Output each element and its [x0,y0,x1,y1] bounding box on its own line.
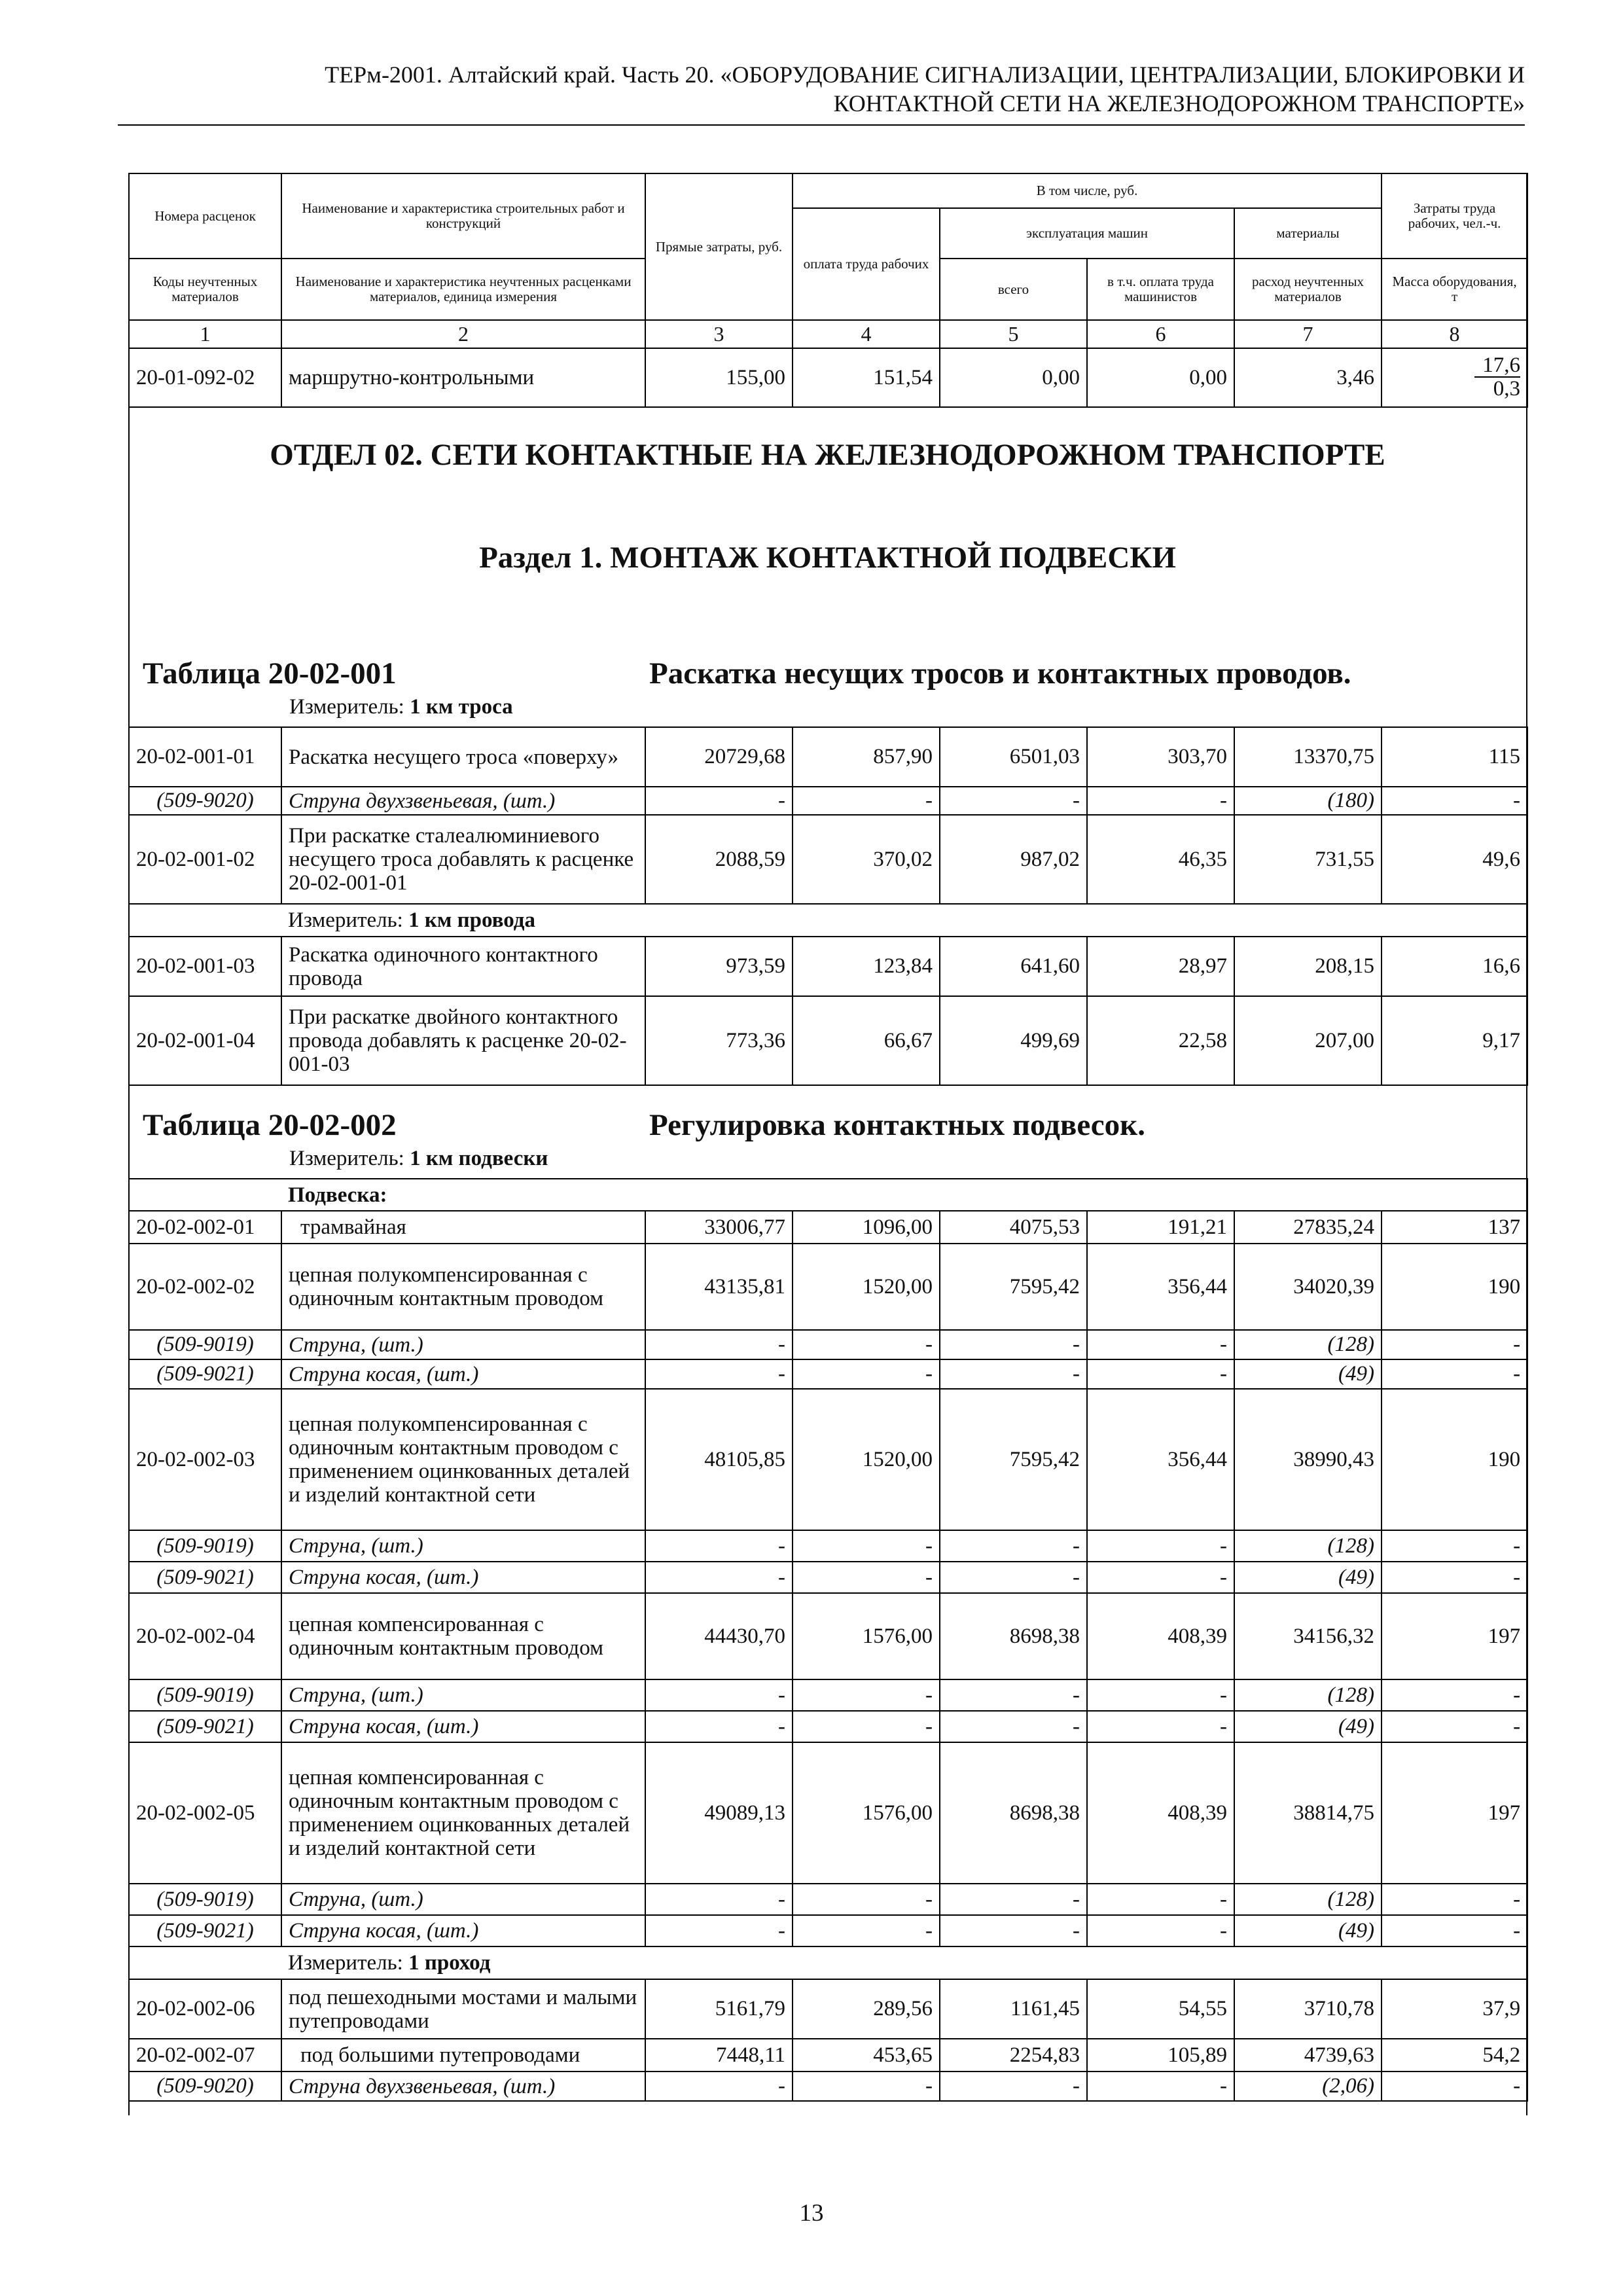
direct-costs: - [645,1330,793,1359]
direct-costs: 7448,11 [645,2039,793,2072]
table2-meter1 [289,1147,548,1171]
labor-pay: 66,67 [793,996,940,1085]
meter-unit: 1 км подвески [410,1147,548,1170]
labor-pay: - [793,1359,940,1389]
rate-name: цепная полукомпенсированная с одиночным контактным проводом с применением оцинкованных деталей и изделий контактной сети [281,1389,645,1530]
direct-costs: 33006,77 [645,1211,793,1244]
material-code: (509-9020) [129,2072,281,2101]
rate-code: 20-02-002-07 [129,2039,281,2072]
material-code: (509-9021) [129,1711,281,1742]
material-name: Струна косая, (шт.) [281,1711,645,1742]
meter-prefix: Измеритель: [288,908,403,932]
col-materials-consumption: расход неучтенных материалов [1234,259,1382,320]
direct-costs: - [645,1562,793,1593]
rate-name: При раскатке сталеалюминиевого несущего троса добавлять к расценке 20-02-001-01 [281,815,645,904]
equipment-mass: - [1382,1915,1527,1946]
meter-prefix: Измеритель: [289,1147,404,1170]
col-number: 6 [1087,320,1234,348]
material-consumption: (128) [1234,1679,1382,1711]
material-row [129,1884,1527,1915]
direct-costs: - [645,1915,793,1946]
direct-costs: - [645,1679,793,1711]
meter-prefix: Измеритель: [289,695,404,719]
material-code: (509-9021) [129,1915,281,1946]
machines-total: 0,00 [940,348,1087,407]
direct-costs: 43135,81 [645,1244,793,1330]
material-name: Струна, (шт.) [281,1679,645,1711]
rate-code: 20-01-092-02 [129,348,281,407]
col-direct-costs: Прямые затраты, руб. [645,173,793,320]
labor-pay: - [793,1711,940,1742]
materials: 208,15 [1234,937,1382,996]
table1-meter1 [289,695,513,719]
rate-name: под большими путепроводами [281,2039,645,2072]
table1-meter2 [281,904,1527,937]
machinists-pay: - [1087,1679,1234,1711]
equipment-mass: - [1382,1711,1527,1742]
equipment-mass: - [1382,1679,1527,1711]
material-consumption: (49) [1234,1562,1382,1593]
col-equipment-mass: Масса оборудования, т [1382,259,1527,320]
machinists-pay: 22,58 [1087,996,1234,1085]
machines-total: 499,69 [940,996,1087,1085]
labor-costs: 37,9 [1382,1979,1527,2039]
rate-name: цепная полукомпенсированная с одиночным контактным проводом [281,1244,645,1330]
labor-pay: 151,54 [793,348,940,407]
material-name: Струна косая, (шт.) [281,1915,645,1946]
direct-costs: 155,00 [645,348,793,407]
labor-pay: 370,02 [793,815,940,904]
meter-unit: 1 проход [408,1951,491,1975]
materials: 34020,39 [1234,1244,1382,1330]
labor-pay: 289,56 [793,1979,940,2039]
rate-name: цепная компенсированная с одиночным контактным проводом с применением оцинкованных деталей и изделий контактной сети [281,1742,645,1884]
material-row [129,1562,1527,1593]
equipment-mass: - [1382,1530,1527,1562]
direct-costs: - [645,2072,793,2101]
department-title: ОТДЕЛ 02. СЕТИ КОНТАКТНЫЕ НА ЖЕЛЕЗНОДОРОЖНОМ ТРАНСПОРТЕ [270,438,1385,472]
meter-unit: 1 км троса [410,695,513,719]
material-name: Струна косая, (шт.) [281,1562,645,1593]
material-row [129,2072,1527,2101]
materials: 13370,75 [1234,727,1382,787]
machines-total: 8698,38 [940,1593,1087,1679]
col-material-names: Наименование и характеристика неучтенных расценками материалов, единица измерения [281,259,645,320]
col-materials: материалы [1234,208,1382,259]
direct-costs: 48105,85 [645,1389,793,1530]
machinists-pay: - [1087,1359,1234,1389]
material-code: (509-9021) [129,1562,281,1593]
rate-name: трамвайная [281,1211,645,1244]
table1-label: Таблица 20-02-001 [143,656,397,691]
materials: 4739,63 [1234,2039,1382,2072]
material-row [129,1915,1527,1946]
labor-costs-fraction [1382,348,1527,407]
material-consumption: (128) [1234,1530,1382,1562]
machines-total: 7595,42 [940,1389,1087,1530]
labor-pay: 453,65 [793,2039,940,2072]
machinists-pay: 408,39 [1087,1593,1234,1679]
meter-prefix: Измеритель: [288,1951,403,1975]
page-header [118,60,1525,118]
table2 [128,1178,1528,2102]
material-code: (509-9019) [129,1330,281,1359]
labor-costs: 54,2 [1382,2039,1527,2072]
table2-meter2 [281,1946,1527,1979]
labor-pay: - [793,2072,940,2101]
machines-total: - [940,1711,1087,1742]
materials: 3,46 [1234,348,1382,407]
rate-name: маршрутно-контрольными [281,348,645,407]
material-name: Струна двухзвеньевая, (шт.) [281,2072,645,2101]
materials: 27835,24 [1234,1211,1382,1244]
machines-total: - [940,1915,1087,1946]
machinists-pay: 46,35 [1087,815,1234,904]
col-number: 8 [1382,320,1527,348]
machinists-pay: - [1087,1330,1234,1359]
machinists-pay: - [1087,787,1234,815]
material-row [129,1679,1527,1711]
labor-pay: 1576,00 [793,1742,940,1884]
empty-cell [129,904,281,937]
table-row [129,1389,1527,1530]
labor-pay: 1520,00 [793,1389,940,1530]
materials: 207,00 [1234,996,1382,1085]
machines-total: - [940,1530,1087,1562]
labor-pay: 123,84 [793,937,940,996]
col-number: 2 [281,320,645,348]
materials: 731,55 [1234,815,1382,904]
machines-total: - [940,1330,1087,1359]
table2-title: Регулировка контактных подвесок. [649,1108,1145,1142]
machines-total: - [940,1359,1087,1389]
material-consumption: (128) [1234,1330,1382,1359]
section-title: Раздел 1. МОНТАЖ КОНТАКТНОЙ ПОДВЕСКИ [479,541,1176,575]
labor-costs: 197 [1382,1742,1527,1884]
labor-costs: 115 [1382,727,1527,787]
table-row [129,815,1527,904]
machinists-pay: 356,44 [1087,1244,1234,1330]
rate-name: Раскатка одиночного контактного провода [281,937,645,996]
rate-code: 20-02-001-04 [129,996,281,1085]
machines-total: 1161,45 [940,1979,1087,2039]
table-row [129,1211,1527,1244]
machinists-pay: 408,39 [1087,1742,1234,1884]
material-consumption: (180) [1234,787,1382,815]
labor-pay: 1576,00 [793,1593,940,1679]
material-code: (509-9021) [129,1359,281,1389]
rates-table-header [128,173,1528,408]
rate-code: 20-02-002-04 [129,1593,281,1679]
col-machines: эксплуатация машин [940,208,1234,259]
col-material-codes: Коды неучтенных материалов [129,259,281,320]
labor-pay: - [793,1679,940,1711]
direct-costs: - [645,1711,793,1742]
material-code: (509-9019) [129,1679,281,1711]
col-number: 4 [793,320,940,348]
machinists-pay: - [1087,1884,1234,1915]
labor-pay: - [793,1915,940,1946]
labor-costs: 190 [1382,1389,1527,1530]
rate-name: При раскатке двойного контактного провода добавлять к расценке 20-02-001-03 [281,996,645,1085]
labor-costs: 190 [1382,1244,1527,1330]
table2-label: Таблица 20-02-002 [143,1108,397,1142]
table-row [129,1593,1527,1679]
rate-code: 20-02-002-01 [129,1211,281,1244]
col-number: 1 [129,320,281,348]
direct-costs: - [645,1884,793,1915]
machinists-pay: 303,70 [1087,727,1234,787]
rate-name: Раскатка несущего троса «поверху» [281,727,645,787]
machines-total: - [940,1884,1087,1915]
page-number: 13 [799,2200,824,2227]
labor-pay: 857,90 [793,727,940,787]
rate-code: 20-02-002-03 [129,1389,281,1530]
equipment-mass: 0,3 [1493,377,1521,401]
material-code: (509-9019) [129,1884,281,1915]
machines-total: 987,02 [940,815,1087,904]
machines-total: 2254,83 [940,2039,1087,2072]
machinists-pay: 105,89 [1087,2039,1234,2072]
machines-total: 641,60 [940,937,1087,996]
header-rule [118,124,1525,126]
equipment-mass: - [1382,1330,1527,1359]
table-row [129,348,1527,407]
group-heading: Подвеска: [281,1179,1527,1211]
rate-code: 20-02-002-06 [129,1979,281,2039]
labor-pay: 1096,00 [793,1211,940,1244]
empty-cell [129,1179,281,1211]
col-machinists-pay: в т.ч. оплата труда машинистов [1087,259,1234,320]
machines-total: 4075,53 [940,1211,1087,1244]
col-work-name: Наименование и характеристика строительных работ и конструкций [281,173,645,259]
col-rate-numbers: Номера расценок [129,173,281,259]
machines-total: - [940,787,1087,815]
rate-code: 20-02-001-03 [129,937,281,996]
rate-name: под пешеходными мостами и малыми путепроводами [281,1979,645,2039]
labor-costs: 137 [1382,1211,1527,1244]
table1 [128,726,1528,1086]
machinists-pay: - [1087,1530,1234,1562]
material-row [129,1530,1527,1562]
rate-code: 20-02-001-02 [129,815,281,904]
material-name: Струна, (шт.) [281,1530,645,1562]
rate-code: 20-02-002-05 [129,1742,281,1884]
machinists-pay: - [1087,2072,1234,2101]
material-consumption: (49) [1234,1915,1382,1946]
machinists-pay: - [1087,1711,1234,1742]
material-consumption: (49) [1234,1359,1382,1389]
machinists-pay: - [1087,1562,1234,1593]
direct-costs: - [645,1359,793,1389]
labor-pay: - [793,1330,940,1359]
labor-costs: 16,6 [1382,937,1527,996]
direct-costs: - [645,1530,793,1562]
materials: 38814,75 [1234,1742,1382,1884]
direct-costs: 44430,70 [645,1593,793,1679]
rate-code: 20-02-001-01 [129,727,281,787]
machines-total: - [940,1679,1087,1711]
empty-cell [129,1946,281,1979]
col-number: 7 [1234,320,1382,348]
table-row [129,1979,1527,2039]
material-name: Струна, (шт.) [281,1884,645,1915]
direct-costs: 5161,79 [645,1979,793,2039]
labor-pay: - [793,1562,940,1593]
table-row [129,1742,1527,1884]
machines-total: 7595,42 [940,1244,1087,1330]
material-name: Струна двухзвеньевая, (шт.) [281,787,645,815]
group-row [129,1179,1527,1211]
meter-row [129,904,1527,937]
direct-costs: 2088,59 [645,815,793,904]
table-row [129,727,1527,787]
direct-costs: 49089,13 [645,1742,793,1884]
labor-costs: 49,6 [1382,815,1527,904]
materials: 34156,32 [1234,1593,1382,1679]
materials: 3710,78 [1234,1979,1382,2039]
rate-name: цепная компенсированная с одиночным контактным проводом [281,1593,645,1679]
machinists-pay: 191,21 [1087,1211,1234,1244]
direct-costs: 20729,68 [645,727,793,787]
table-row [129,937,1527,996]
header-line-2: КОНТАКТНОЙ СЕТИ НА ЖЕЛЕЗНОДОРОЖНОМ ТРАНСПОРТЕ» [833,90,1525,117]
col-number: 3 [645,320,793,348]
equipment-mass: - [1382,2072,1527,2101]
col-labor-pay: оплата труда рабочих [793,208,940,320]
machinists-pay: - [1087,1915,1234,1946]
materials: 38990,43 [1234,1389,1382,1530]
table-row [129,1244,1527,1330]
machines-total: - [940,1562,1087,1593]
material-code: (509-9020) [129,787,281,815]
meter-row [129,1946,1527,1979]
machinists-pay: 54,55 [1087,1979,1234,2039]
direct-costs: 973,59 [645,937,793,996]
equipment-mass: - [1382,787,1527,815]
machinists-pay: 0,00 [1087,348,1234,407]
material-name: Струна косая, (шт.) [281,1359,645,1389]
machinists-pay: 356,44 [1087,1389,1234,1530]
machines-total: 8698,38 [940,1742,1087,1884]
col-in-that: В том числе, руб. [793,173,1382,208]
labor-costs: 9,17 [1382,996,1527,1085]
material-consumption: (2,06) [1234,2072,1382,2101]
labor-pay: 1520,00 [793,1244,940,1330]
equipment-mass: - [1382,1562,1527,1593]
table-row [129,2039,1527,2072]
table-row [129,996,1527,1085]
material-row [129,1330,1527,1359]
material-name: Струна, (шт.) [281,1330,645,1359]
labor-pay: - [793,787,940,815]
direct-costs: - [645,787,793,815]
labor-costs: 17,6 [1474,354,1520,378]
rate-code: 20-02-002-02 [129,1244,281,1330]
material-consumption: (49) [1234,1711,1382,1742]
labor-pay: - [793,1884,940,1915]
meter-unit: 1 км провода [408,908,535,932]
machines-total: - [940,2072,1087,2101]
table1-title: Раскатка несущих тросов и контактных проводов. [649,656,1351,691]
material-row [129,787,1527,815]
equipment-mass: - [1382,1359,1527,1389]
header-line-1: ТЕРм-2001. Алтайский край. Часть 20. «ОБОРУДОВАНИЕ СИГНАЛИЗАЦИИ, ЦЕНТРАЛИЗАЦИИ, БЛОКИРОВКИ И [325,62,1525,88]
machinists-pay: 28,97 [1087,937,1234,996]
equipment-mass: - [1382,1884,1527,1915]
col-machines-total: всего [940,259,1087,320]
material-consumption: (128) [1234,1884,1382,1915]
direct-costs: 773,36 [645,996,793,1085]
labor-pay: - [793,1530,940,1562]
col-number: 5 [940,320,1087,348]
labor-costs: 197 [1382,1593,1527,1679]
machines-total: 6501,03 [940,727,1087,787]
material-row [129,1711,1527,1742]
material-code: (509-9019) [129,1530,281,1562]
material-row [129,1359,1527,1389]
col-labor-costs: Затраты труда рабочих, чел.-ч. [1382,173,1527,259]
